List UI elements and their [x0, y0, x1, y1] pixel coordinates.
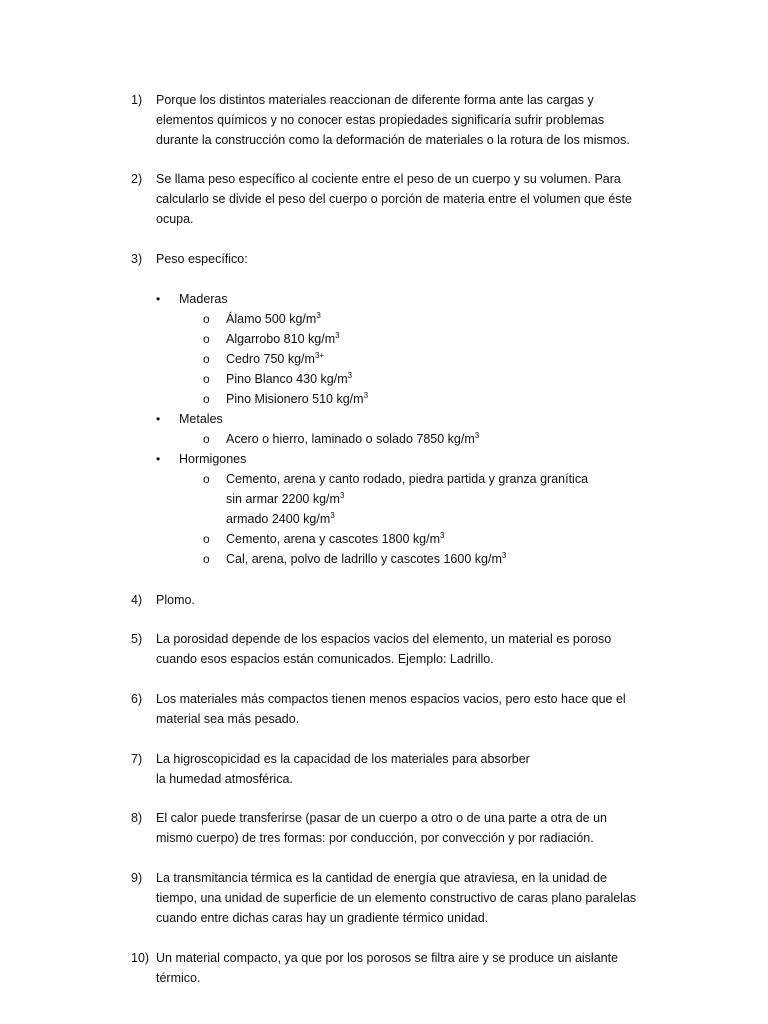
- unit: kg/m: [320, 372, 348, 386]
- answer-9: [131, 868, 671, 928]
- sub-list-item: [156, 349, 696, 369]
- answer-number: 8): [131, 811, 143, 825]
- list-item-hormigones: [156, 449, 696, 469]
- answer-line: cuando entre dichas caras hay un gradiente térmico unidad.: [156, 911, 489, 925]
- circle-bullet-icon: o: [203, 392, 210, 406]
- material-entry: Cemento, arena y cascotes 1800: [226, 532, 413, 546]
- circle-bullet-icon: o: [203, 472, 210, 486]
- material-entry: sin armar 2200: [226, 492, 313, 506]
- circle-bullet-icon: o: [203, 312, 210, 326]
- unit: kg/m: [308, 332, 336, 346]
- answer-number: 5): [131, 632, 143, 646]
- answer-line: la humedad atmosférica.: [156, 772, 293, 786]
- answer-line: elementos químicos y no conocer estas propiedades significaría sufrir problemas: [156, 113, 605, 127]
- answer-4: [131, 590, 671, 610]
- answer-line: material sea más pesado.: [156, 712, 300, 726]
- answer-line: ocupa.: [156, 212, 194, 226]
- bullet-icon: •: [156, 292, 161, 306]
- answer-3: [131, 249, 671, 269]
- answer-line: Peso específico:: [156, 252, 248, 266]
- unit: kg/m: [447, 432, 475, 446]
- material-entry: Algarrobo 810: [226, 332, 309, 346]
- unit-exponent: 3: [330, 511, 335, 520]
- answer-line: La porosidad depende de los espacios vacios del elemento, un material es poroso: [156, 632, 612, 646]
- material-entry: Álamo 500: [226, 312, 290, 326]
- answer-line: Plomo.: [156, 593, 195, 607]
- unit: kg/m: [312, 492, 340, 506]
- answer-number: 6): [131, 692, 143, 706]
- answer-2: [131, 169, 671, 229]
- unit-exponent: 3+: [314, 351, 325, 360]
- sub-list-item: [156, 369, 696, 389]
- answer-line: Un material compacto, ya que por los porosos se filtra aire y se produce un aislante: [156, 951, 619, 965]
- answer-line: tiempo, una unidad de superficie de un elemento constructivo de caras plano paralelas: [156, 891, 637, 905]
- specific-weight-list: [156, 289, 696, 569]
- answer-number: 1): [131, 93, 143, 107]
- sub-list-item: [156, 429, 696, 449]
- bullet-icon: •: [156, 452, 161, 466]
- answer-line: térmico.: [156, 971, 201, 985]
- answer-10: [131, 948, 671, 988]
- sub-list-item: [156, 309, 696, 329]
- material-entry: Acero o hierro, laminado o solado 7850: [226, 432, 448, 446]
- answer-line: Los materiales más compactos tienen menos espacios vacios, pero esto hace que el: [156, 692, 626, 706]
- unit: kg/m: [336, 392, 364, 406]
- list-item-maderas: [156, 289, 696, 309]
- answer-line: El calor puede transferirse (pasar de un cuerpo a otro o de una parte a otra de un: [156, 811, 607, 825]
- unit-exponent: 3: [363, 391, 369, 400]
- material-entry: Pino Blanco 430: [226, 372, 321, 386]
- answer-number: 7): [131, 752, 143, 766]
- answer-5: [131, 629, 671, 669]
- circle-bullet-icon: o: [203, 352, 210, 366]
- sub-list-item: [156, 529, 696, 549]
- answer-line: La higroscopicidad es la capacidad de los materiales para absorber: [156, 752, 530, 766]
- sub-list-item: [156, 469, 696, 489]
- sub-list-item: [156, 329, 696, 349]
- answer-line: calcularlo se divide el peso del cuerpo o porción de materia entre el volumen que éste: [156, 192, 632, 206]
- answer-number: 10): [131, 951, 150, 965]
- sub-list-item: [156, 389, 696, 409]
- answer-7: [131, 749, 671, 789]
- answer-line: mismo cuerpo) de tres formas: por conducción, por convección y por radiación.: [156, 831, 594, 845]
- material-entry: armado 2400: [226, 512, 304, 526]
- unit-exponent: 3: [339, 491, 345, 500]
- circle-bullet-icon: o: [203, 372, 210, 386]
- unit: kg/m: [287, 352, 315, 366]
- answer-number: 4): [131, 593, 143, 607]
- bullet-icon: •: [156, 412, 161, 426]
- answer-1: [131, 90, 671, 150]
- answer-number: 3): [131, 252, 143, 266]
- answer-8: [131, 808, 671, 848]
- unit: kg/m: [412, 532, 441, 546]
- group-label: Hormigones: [179, 452, 247, 466]
- unit-exponent: 3: [347, 371, 353, 380]
- list-item-metales: [156, 409, 696, 429]
- unit-exponent: 3: [474, 431, 480, 440]
- circle-bullet-icon: o: [203, 432, 210, 446]
- material-entry: Cal, arena, polvo de ladrillo y cascotes 1600: [226, 552, 475, 566]
- answer-line: cuando esos espacios están comunicados. Ejemplo: Ladrillo.: [156, 652, 494, 666]
- group-label: Maderas: [179, 292, 228, 306]
- unit-exponent: 3: [316, 311, 321, 320]
- material-entry: Pino Misionero 510: [226, 392, 337, 406]
- answer-line: Porque los distintos materiales reaccionan de diferente forma ante las cargas y: [156, 93, 594, 107]
- answer-line: durante la construcción como la deformación de materiales o la rotura de los mismos.: [156, 133, 630, 147]
- unit-exponent: 3: [335, 331, 340, 340]
- material-entry: Cedro 750: [226, 352, 288, 366]
- unit-exponent: 3: [440, 531, 445, 540]
- unit: kg/m: [303, 512, 331, 526]
- sub-list-item-continuation: [156, 489, 696, 509]
- answer-number: 9): [131, 871, 143, 885]
- group-label: Metales: [179, 412, 223, 426]
- answer-number: 2): [131, 172, 143, 186]
- sub-list-item: [156, 549, 696, 569]
- answer-6: [131, 689, 671, 729]
- circle-bullet-icon: o: [203, 532, 210, 546]
- material-entry: Cemento, arena y canto rodado, piedra partida y granza granítica: [226, 472, 589, 486]
- unit-exponent: 3: [501, 551, 507, 560]
- answer-line: La transmitancia térmica es la cantidad de energía que atraviesa, en la unidad de: [156, 871, 607, 885]
- sub-list-item-continuation: [156, 509, 696, 529]
- unit: kg/m: [474, 552, 502, 566]
- circle-bullet-icon: o: [203, 552, 210, 566]
- unit: kg/m: [289, 312, 317, 326]
- answer-line: Se llama peso específico al cociente entre el peso de un cuerpo y su volumen. Para: [156, 172, 621, 186]
- circle-bullet-icon: o: [203, 332, 210, 346]
